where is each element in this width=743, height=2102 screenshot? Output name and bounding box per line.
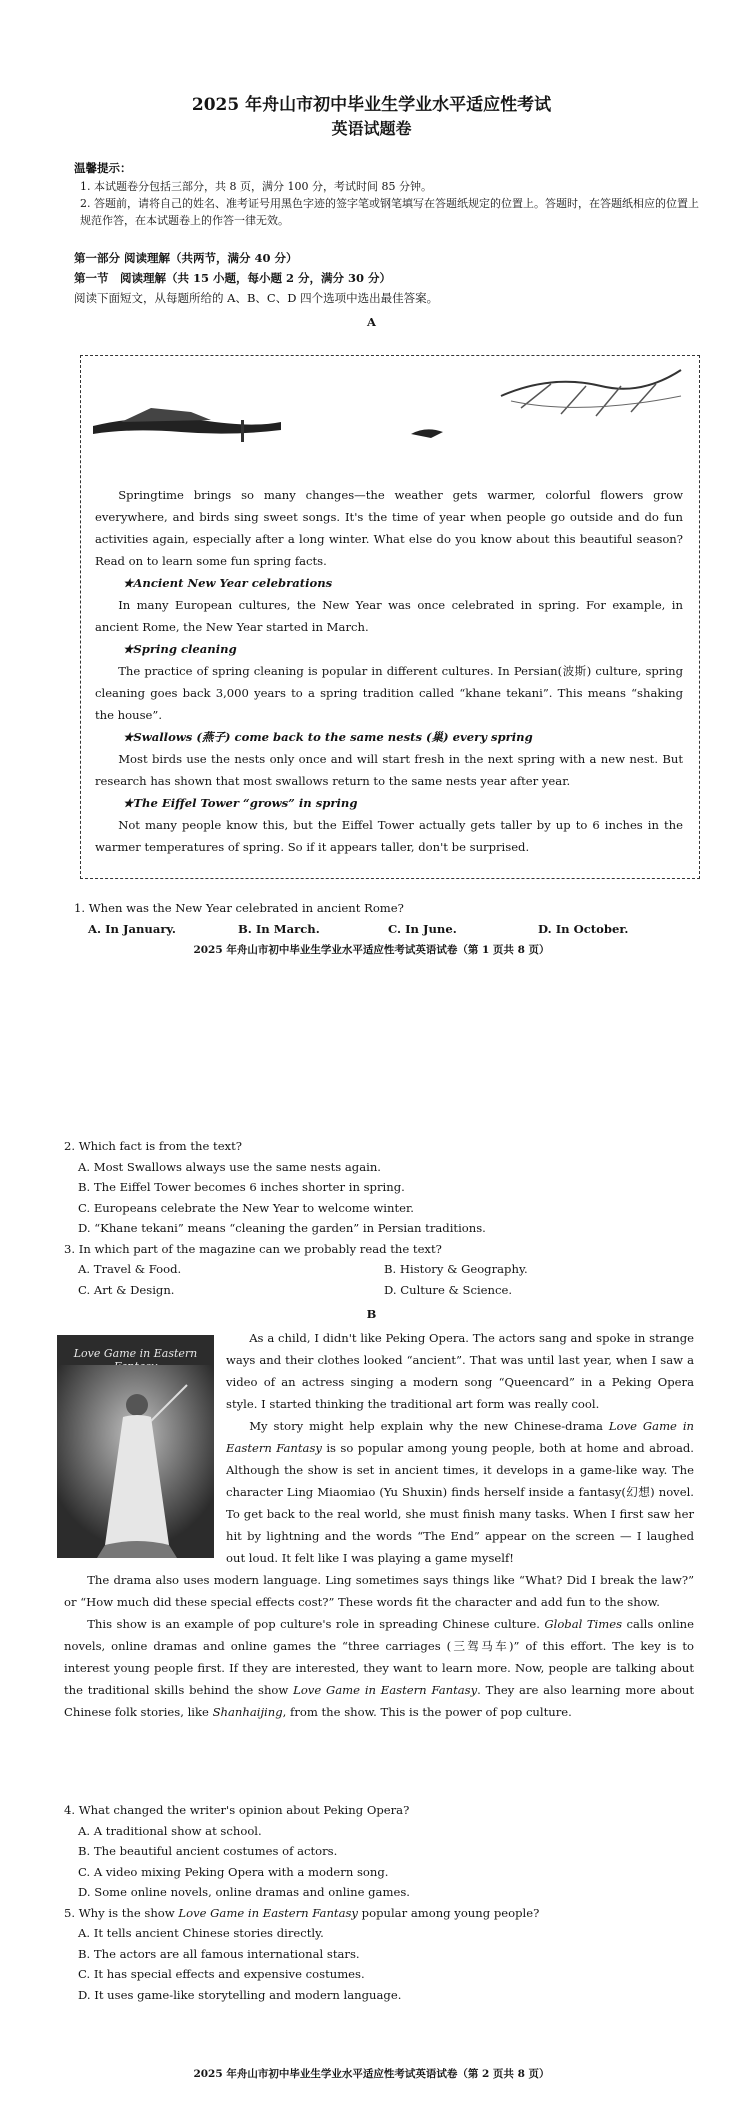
passage-b-para-4-d: , from the show. This is the power of pop culture. [282,1705,572,1719]
exam-subtitle: 英语试题卷 [331,119,412,138]
question-2-option-c[interactable]: C. Europeans celebrate the New Year to welcome winter. [78,1200,414,1215]
passage-b-para-2 [226,1415,694,1569]
passage-b-text [64,1327,694,1723]
passage-a-letter: A [367,315,376,329]
shanhaijing-ref: Shanhaijing [212,1705,283,1719]
passage-a-box [80,355,700,879]
passage-a-para-2: The practice of spring cleaning is popular in different cultures. In Persian(波斯) culture, spring cleaning goes back 3,000 years to a spring tradition called “khane tekani”. This means “shaking the house”. [95,664,683,722]
question-4-option-b[interactable]: B. The beautiful ancient costumes of actors. [78,1844,338,1858]
passage-a-heading-2: ★Spring cleaning [123,642,237,656]
question-5-stem-a: 5. Why is the show [64,1905,179,1920]
question-5-option-d[interactable]: D. It uses game-like storytelling and modern language. [78,1987,402,2002]
passage-a-heading-1: ★Ancient New Year celebrations [123,576,333,590]
question-2 [64,1136,694,1300]
passage-b-para-4-c: . They are also learning more about Chinese folk stories, like [64,1683,694,1719]
notice-label: 温馨提示： [74,161,132,175]
passage-b-para-2-a: My story might help explain why the new Chinese-drama [249,1419,609,1433]
question-2-option-d[interactable]: D. “Khane tekani” means “cleaning the garden” in Persian traditions. [78,1221,486,1235]
passage-b-para-4-a: This show is an example of pop culture's role in spreading Chinese culture. [87,1617,545,1631]
question-5-option-b[interactable]: B. The actors are all famous international stars. [78,1946,360,1961]
section-instruction: 阅读下面短文，从每题所给的 A、B、C、D 四个选项中选出最佳答案。 [74,291,439,305]
passage-b-letter: B [366,1307,377,1321]
question-5-option-c[interactable]: C. It has special effects and expensive costumes. [78,1967,365,1981]
page-1-footer: 2025 年舟山市初中毕业生学业水平适应性考试英语试卷（第 1 页共 8 页） [193,944,550,956]
section-heading: 第一节 阅读理解（共 15 小题，每小题 2 分，满分 30 分） [74,271,392,285]
question-1-option-a[interactable]: A. In January. [88,921,176,936]
question-2-option-a[interactable]: A. Most Swallows always use the same nests again. [78,1159,381,1174]
poster-title: Love Game in Eastern [73,1347,198,1360]
question-5-option-a[interactable]: A. It tells ancient Chinese stories directly. [78,1926,324,1940]
question-3-option-b[interactable]: B. History & Geography. [384,1262,528,1276]
passage-b-para-4 [64,1613,694,1723]
global-times-ref: Global Times [544,1617,623,1631]
passage-b-para-2-b: is so popular among young people, both at home and abroad. Although the show is set in ancient times, it develops in a game-like way. The character Ling Miaomiao (Yu Shuxin) finds herself inside a fantasy(幻想) novel. To get back to the real world, she must finish many tasks. When I first saw her hit by lightning and the words “The End” appear on the screen — I laughed out loud. It felt like I was playing a game myself! [226,1441,694,1565]
passage-b-para-4-b: calls online novels, online dramas and online games the “three carriages (三驾马车)” of this effort. The key is to interest young people first. If they are interested, they want to learn more. Now, people are talking about the traditional skills behind the show [64,1617,694,1697]
question-1 [74,898,694,939]
part-heading: 第一部分 阅读理解（共两节，满分 40 分） [74,251,298,265]
question-4-option-c[interactable]: C. A video mixing Peking Opera with a modern song. [78,1864,389,1879]
question-1-option-b[interactable]: B. In March. [238,921,320,936]
question-3-option-c[interactable]: C. Art & Design. [78,1282,175,1297]
notice-item-2: 2. 答题前，请将自己的姓名、准考证号用黑色字迹的签字笔或钢笔填写在答题纸规定的位置上。答题时，在答题纸相应的位置上规范作答，在本试题卷上的作答一律无效。 [80,197,699,227]
exam-title: 2025 年舟山市初中毕业生学业水平适应性考试 [191,95,552,115]
passage-a-para-1: In many European cultures, the New Year was once celebrated in spring. For example, in ancient Rome, the New Year started in March. [95,598,683,634]
notice-item-1: 1. 本试题卷分包括三部分，共 8 页，满分 100 分，考试时间 85 分钟。 [80,180,432,193]
question-4-stem: 4. What changed the writer's opinion about Peking Opera? [64,1803,410,1817]
drama-title-ref: Love Game in Eastern Fantasy [226,1419,695,1455]
question-3-stem: 3. In which part of the magazine can we probably read the text? [64,1241,442,1256]
ink-painting-illustration [81,356,699,486]
passage-a-intro: Springtime brings so many changes—the weather gets warmer, colorful flowers grow everywhere, and birds sing sweet songs. It's the time of year when people go outside and do fun activities again, especially after a long winter. What else do you know about this beautiful season? Read on to learn some fun spring facts. [95,488,683,568]
question-1-option-c[interactable]: C. In June. [388,921,457,936]
page-2-footer: 2025 年舟山市初中毕业生学业水平适应性考试英语试卷（第 2 页共 8 页） [193,2068,550,2080]
question-4-5 [64,1800,694,2005]
question-5-stem [64,1903,694,1924]
passage-a-para-3: Most birds use the nests only once and will start fresh in the next spring with a new nest. But research has shown that most swallows return to the same nests year after year. [95,752,683,788]
passage-a-para-4: Not many people know this, but the Eiffel Tower actually gets taller by up to 6 inches in the warmer temperatures of spring. So if it appears taller, don't be surprised. [95,818,683,854]
drama-title-ref-2: Love Game in Eastern Fantasy [293,1683,478,1697]
question-1-stem: 1. When was the New Year celebrated in ancient Rome? [74,901,404,915]
question-5-stem-b: popular among young people? [358,1905,540,1920]
passage-a-heading-3: ★Swallows (燕子) come back to the same nests (巢) every spring [123,730,533,744]
question-3-option-d[interactable]: D. Culture & Science. [384,1282,513,1297]
question-2-option-b[interactable]: B. The Eiffel Tower becomes 6 inches shorter in spring. [78,1180,405,1194]
question-1-option-d[interactable]: D. In October. [538,921,629,936]
question-5-title: Love Game in Eastern Fantasy [178,1905,358,1920]
passage-b-para-1: As a child, I didn't like Peking Opera. The actors sang and spoke in strange ways and their clothes looked “ancient”. That was until last year, when I saw a video of an actress singing a modern song “Queencard” in a Peking Opera style. I started thinking the traditional art form was really cool. [226,1331,694,1411]
question-3-option-a[interactable]: A. Travel & Food. [78,1262,182,1276]
passage-a-heading-4: ★The Eiffel Tower “grows” in spring [123,796,358,810]
question-4-option-a[interactable]: A. A traditional show at school. [78,1823,262,1838]
question-4-option-d[interactable]: D. Some online novels, online dramas and online games. [78,1885,410,1899]
passage-b-para-3: The drama also uses modern language. Ling sometimes says things like “What? Did I break the law?” or “How much did these special effects cost?” These words fit the character and add fun to the show. [64,1573,694,1609]
question-2-stem: 2. Which fact is from the text? [64,1139,242,1153]
